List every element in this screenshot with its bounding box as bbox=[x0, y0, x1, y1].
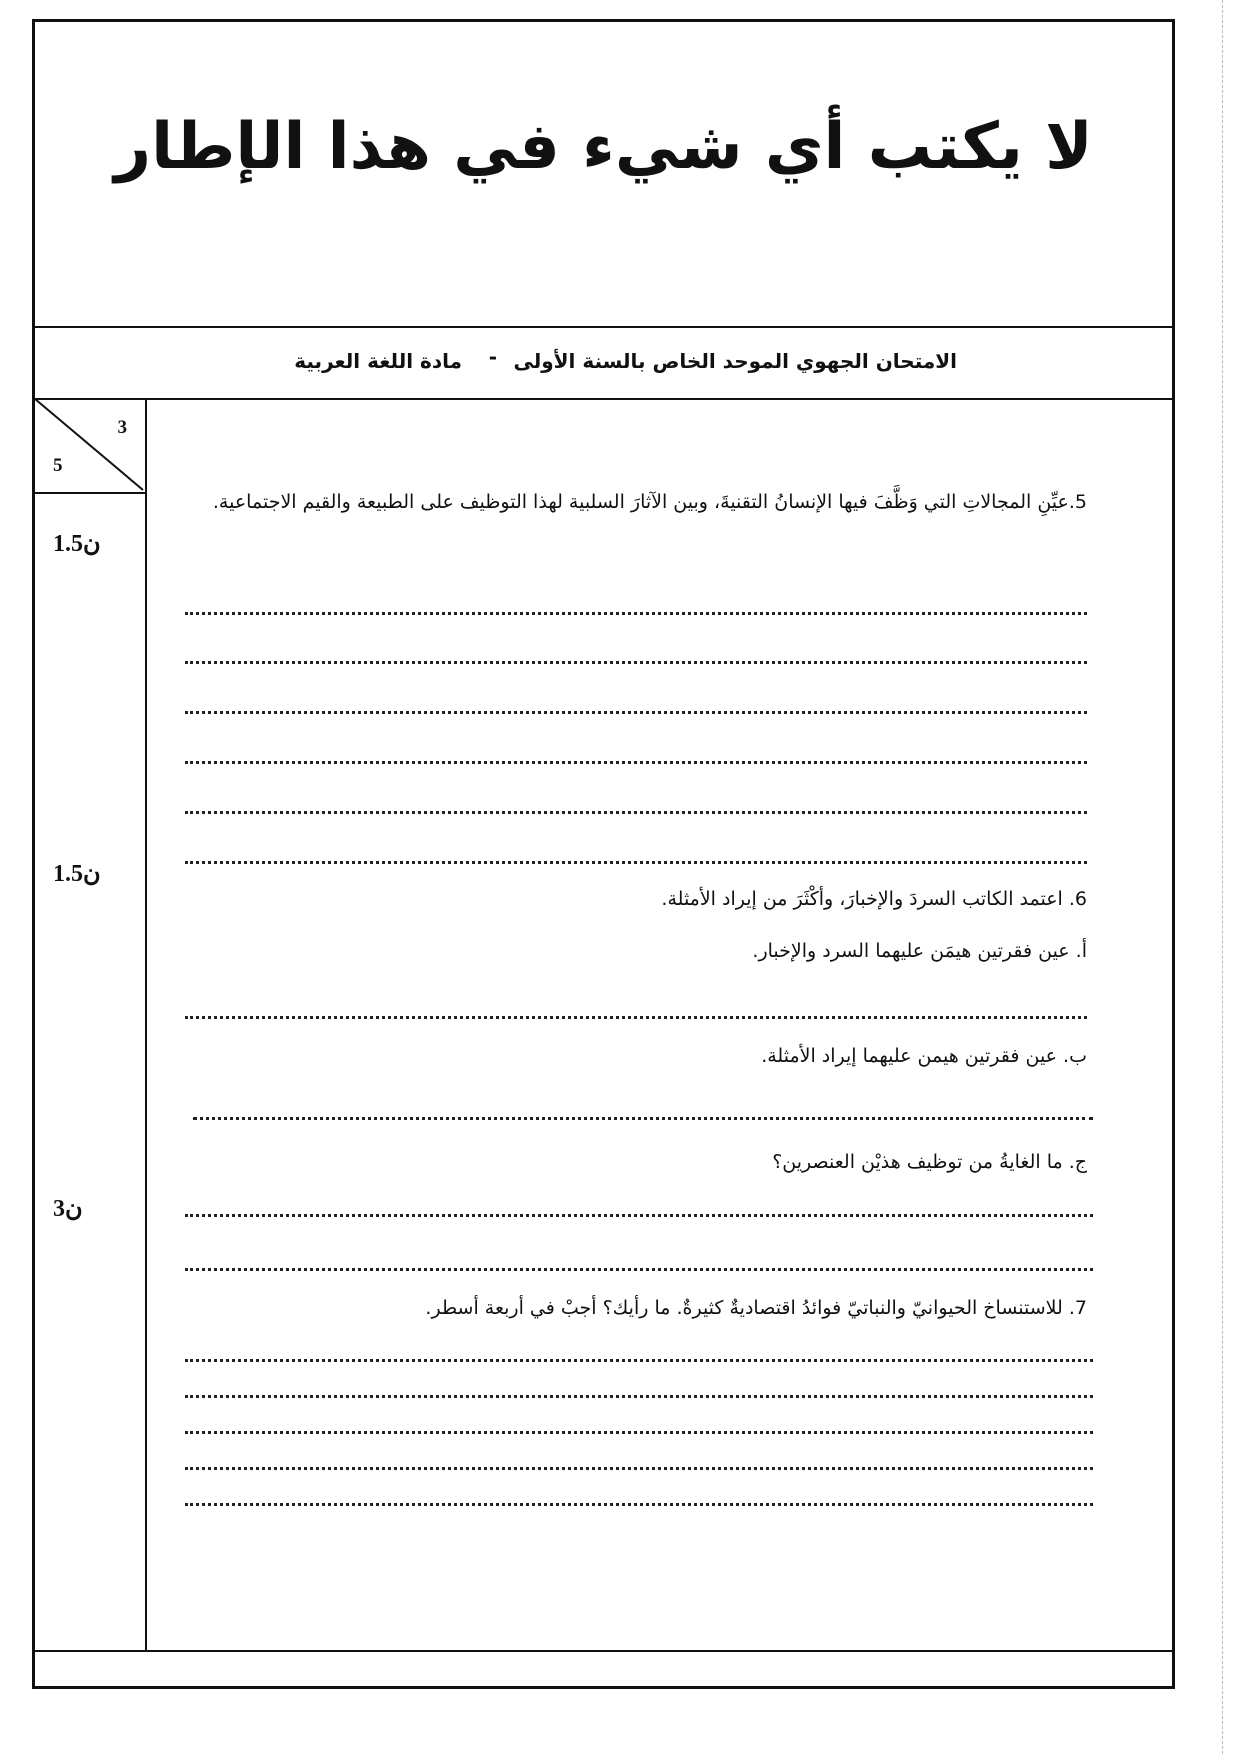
question-6a: أ. عين فقرتين هيمَن عليهما السرد والإخبار. bbox=[752, 940, 1087, 962]
grading-margin bbox=[35, 399, 147, 1651]
question-6b: ب. عين فقرتين هيمن عليهما إيراد الأمثلة. bbox=[761, 1045, 1087, 1067]
questions-area bbox=[145, 0, 1087, 1754]
answer-line[interactable] bbox=[185, 1016, 1087, 1019]
points-q7: 3ن bbox=[53, 1196, 83, 1222]
question-7: 7. للاستنساخ الحيوانيّ والنباتيّ فوائدُ اقتصاديةٌ كثيرةٌ. ما رأيك؟ أجبْ في أربعة أسطر. bbox=[425, 1297, 1087, 1319]
score-box-bottom: 5 bbox=[53, 455, 63, 476]
score-box-top: 3 bbox=[117, 417, 127, 438]
answer-line[interactable] bbox=[185, 612, 1087, 615]
answer-line[interactable] bbox=[185, 711, 1087, 714]
exam-subject: مادة اللغة العربية bbox=[294, 349, 462, 373]
answer-line[interactable] bbox=[185, 1268, 1093, 1271]
answer-line[interactable] bbox=[185, 1359, 1093, 1362]
exam-separator: - bbox=[488, 345, 497, 369]
scan-edge-marks bbox=[1222, 0, 1226, 1754]
question-5: 5.عيِّنِ المجالاتِ التي وَظَّفَ فيها الإنسانُ التقنيةَ، وبين الآثارَ السلبية لهذا التوظيف على الطبيعة والقيم الاجتماعية. bbox=[212, 491, 1087, 513]
score-box-diagonal bbox=[35, 399, 145, 492]
answer-line[interactable] bbox=[185, 1431, 1093, 1434]
question-6: 6. اعتمد الكاتب السردَ والإخبارَ، وأكْثَرَ من إيراد الأمثلة. bbox=[661, 888, 1087, 910]
exam-title: الامتحان الجهوي الموحد الخاص بالسنة الأولى bbox=[513, 349, 957, 373]
answer-line[interactable] bbox=[185, 811, 1087, 814]
answer-line[interactable] bbox=[185, 761, 1087, 764]
answer-line[interactable] bbox=[185, 1467, 1093, 1470]
answer-line[interactable] bbox=[185, 1214, 1093, 1217]
answer-line[interactable] bbox=[185, 1395, 1093, 1398]
answer-line[interactable] bbox=[185, 861, 1087, 864]
page-score-box bbox=[35, 399, 145, 494]
answer-line[interactable] bbox=[193, 1117, 1093, 1120]
no-write-notice: لا يكتب أي شيء في هذا الإطار bbox=[114, 110, 1093, 184]
question-6c: ج. ما الغايةُ من توظيف هذيْن العنصرين؟ bbox=[772, 1151, 1087, 1173]
answer-line[interactable] bbox=[185, 661, 1087, 664]
points-q5: 1.5ن bbox=[53, 531, 101, 557]
points-q6: 1.5ن bbox=[53, 861, 101, 887]
answer-line[interactable] bbox=[185, 1503, 1093, 1506]
